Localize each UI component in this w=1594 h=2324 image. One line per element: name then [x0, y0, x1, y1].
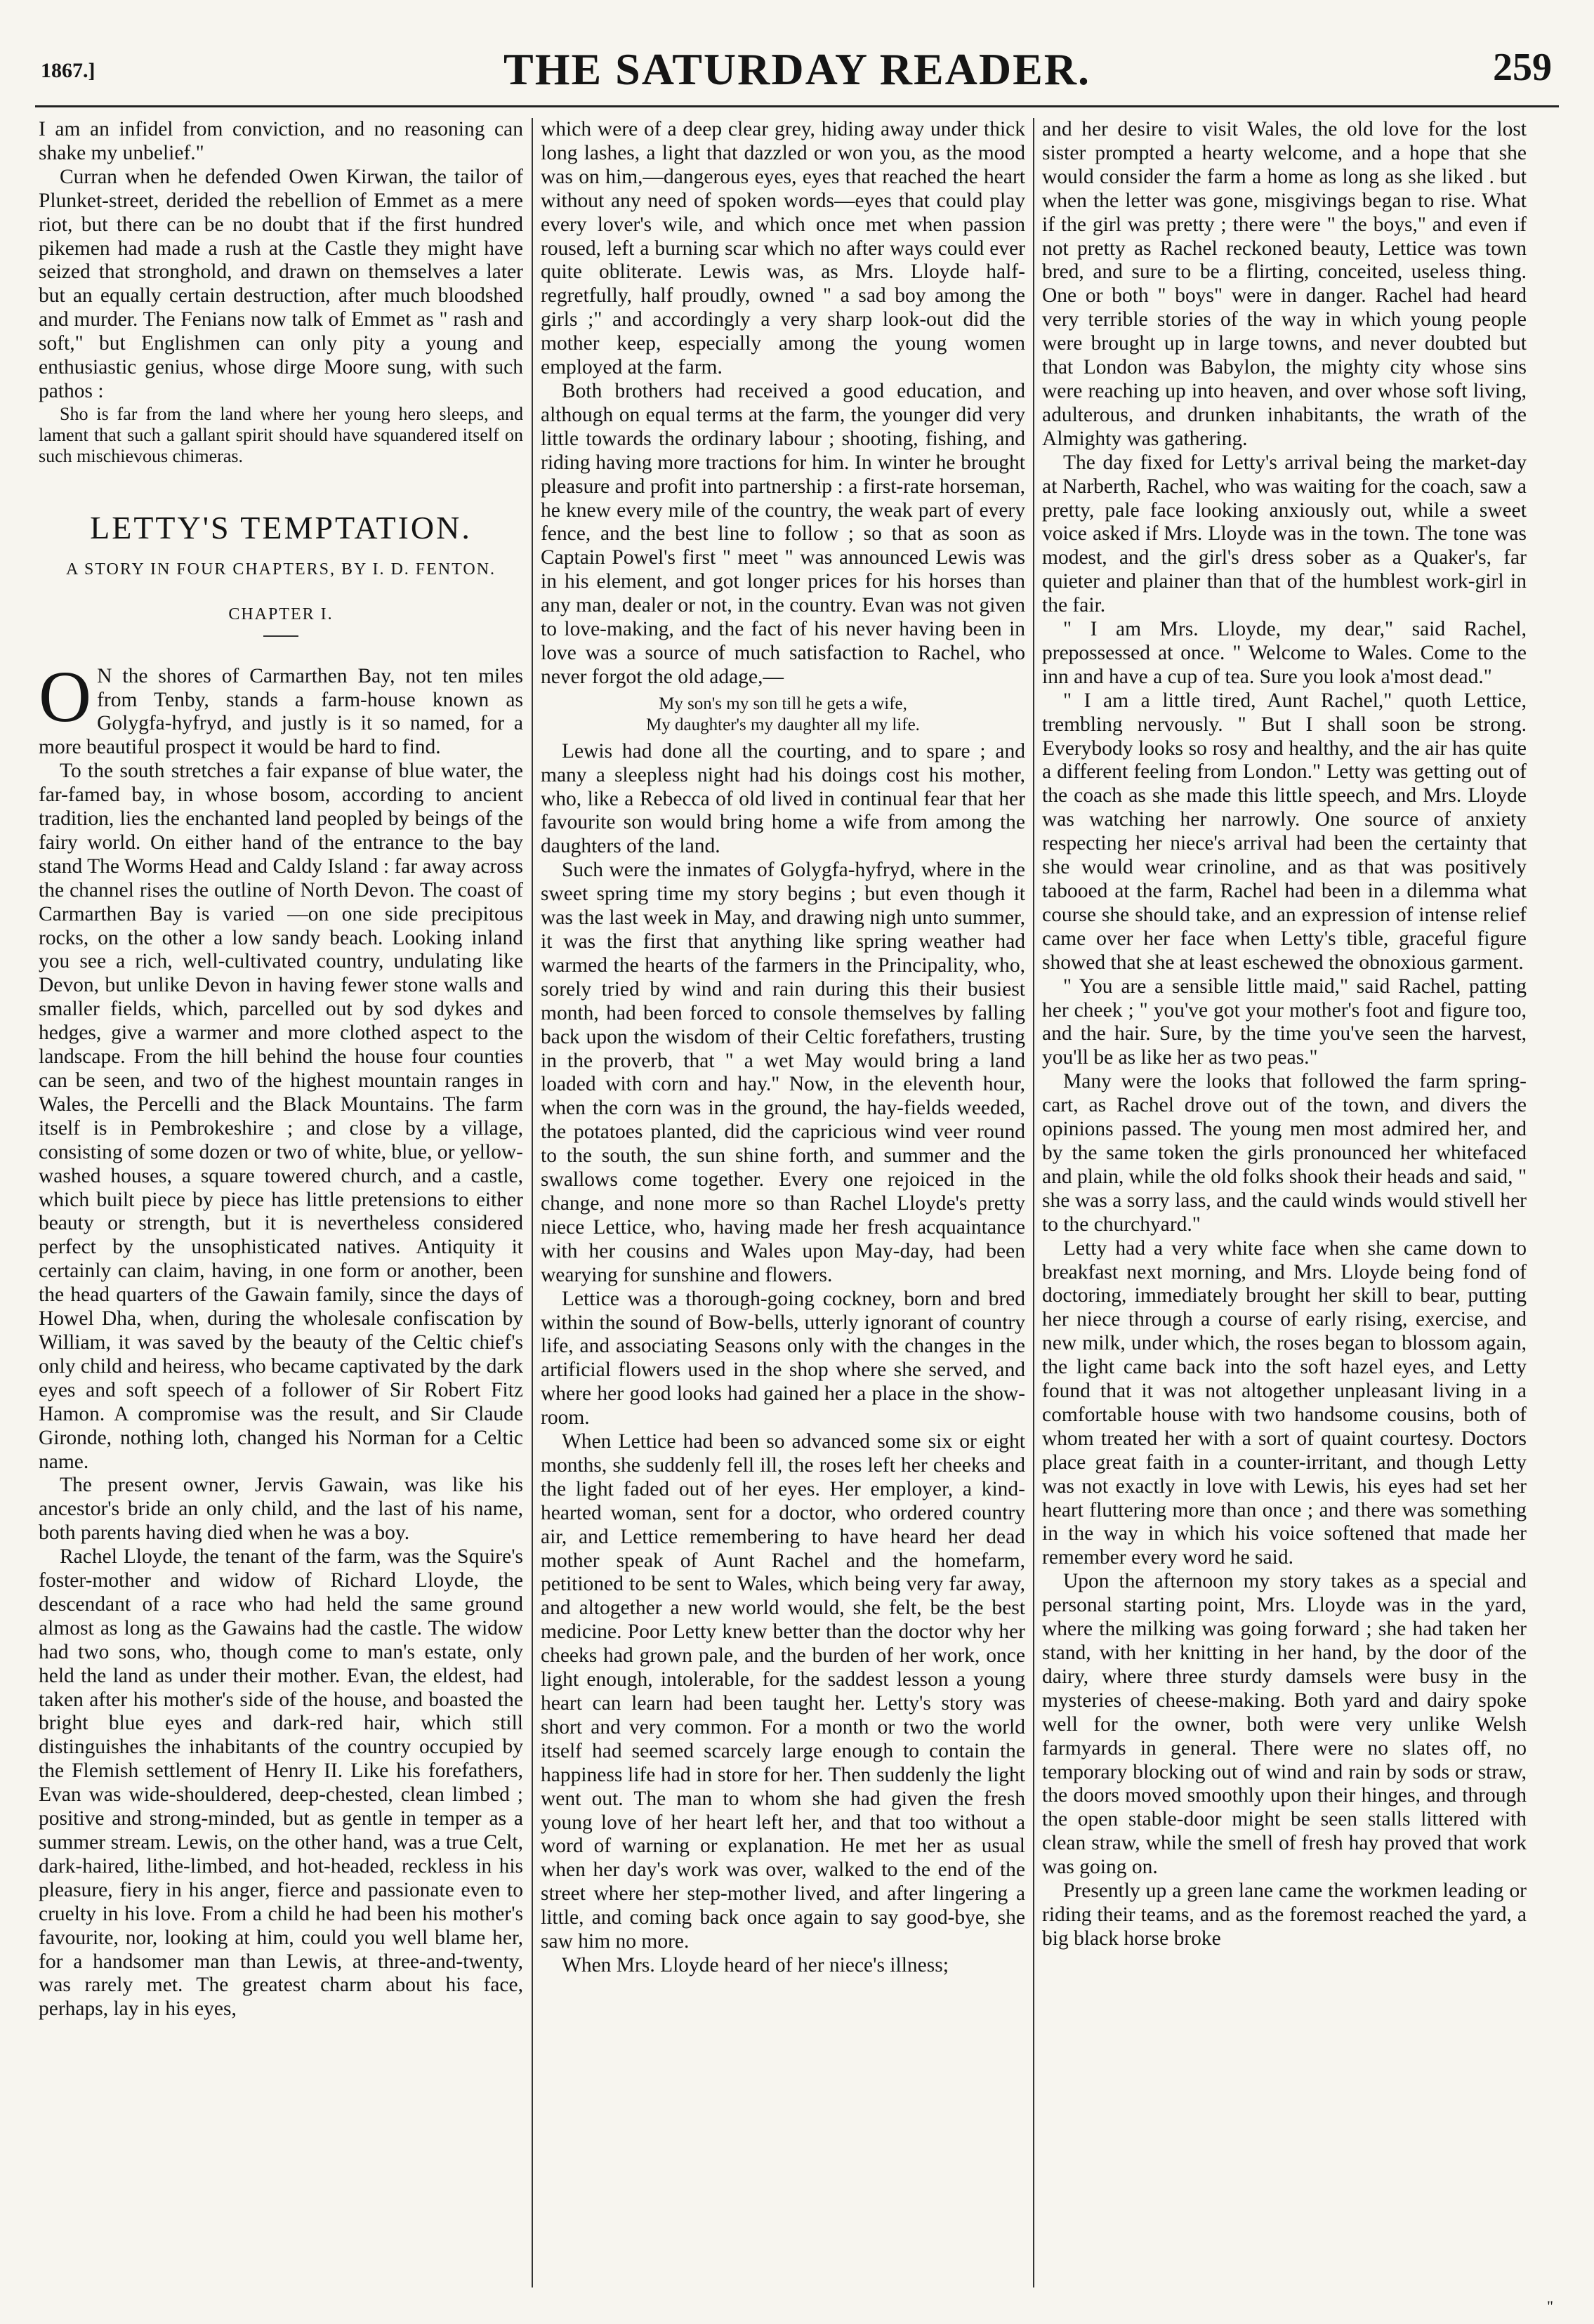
paragraph: and her desire to visit Wales, the old love for the lost sister prompted a hearty welcome, and a hope that she would consider the farm a home as long as she liked . but when the letter was gone, misgivings began to rise. What if the girl was pretty ; there were " the boys," and even if not pretty as Rachel reckoned beauty, Lettice was town bred, and sure to be a flirting, conceited, useless thing. One or both " boys" were in danger. Rachel had heard very terrible stories of the way in which young people were brought up in large towns, and never doubted but that London was Babylon, the mighty city whose sins were reaching up into heaven, and over whose soft living, adulterous, and drunken inhabitants, the wrath of the Almighty was gathering.	[1042, 118, 1527, 450]
verse	[541, 694, 1025, 736]
paragraph: The present owner, Jervis Gawain, was like his ancestor's bride an only child, and the last of his name, both parents having died when he was a boy.	[39, 1474, 523, 1545]
story-byline: A STORY IN FOUR CHAPTERS, BY I. D. FENTON.	[65, 560, 496, 579]
paragraph: Presently up a green lane came the workmen leading or riding their teams, and as the foremost reached the yard, a big black horse broke	[1042, 1880, 1527, 1950]
header-year: 1867.]	[41, 59, 95, 82]
verse-line: My son's my son till he gets a wife,	[659, 694, 907, 713]
opening-paragraph	[39, 656, 523, 760]
story-title: LETTY'S TEMPTATION.	[90, 509, 472, 546]
paragraph: I am an infidel from conviction, and no reasoning can shake my unbelief."	[39, 118, 523, 164]
paragraph: When Lettice had been so advanced some six or eight months, she suddenly fell ill, the roses left her cheeks and the light faded out of her eyes. Her employer, a kind-hearted woman, sent for a doctor, who ordered country air, and Lettice remembering to have heard her dead mother speak of Aunt Rachel and the homefarm, petitioned to be sent to Wales, which being very far away, and altogether a new world would, she felt, be the best medicine. Poor Letty knew better than the doctor why her cheeks had grown pale, and the burden of her work, once light enough, intolerable, for the saddest lesson a young heart can learn had been taught her. Letty's story was short and very common. For a month or two the world itself had seemed scarcely large enough to contain the happiness life had in store for her. Then suddenly the light went out. The man to whom she had given the fresh young love of her heart left her, and that too without a word of warning or explanation. He met her as usual when her day's work was over, walked to the end of the street where her step-mother lived, and after lingering a little, and coming back once again to say good-bye, she saw him no more.	[541, 1430, 1025, 1953]
paragraph: Upon the afternoon my story takes as a special and personal starting point, Mrs. Lloyde was in the yard, where the milking was going forward ; she had taken her stand, with her knitting in her hand, by the door of the dairy, where three sturdy damsels were busy in the mysteries of cheese-making. Both yard and dairy spoke well for the owner, both were very unlike Welsh farmyards in general. There were no slates off, no temporary blocking out of wind and rain by sods or straw, the doors moved smoothly upon their hinges, and through the open stable-door might be seen stalls littered with clean straw, while the smell of fresh hay proved that work was going on.	[1042, 1570, 1527, 1879]
paragraph: Letty had a very white face when she came down to breakfast next morning, and Mrs. Lloyde being fond of doctoring, immediately brought her skill to bear, putting her niece through a course of early rising, exercise, and new milk, under which, the roses began to blossom again, the light came back into the soft hazel eyes, and Letty found that it was not altogether unpleasant living in a comfortable house with two handsome cousins, both of whom treated her with a sort of quaint courtesy. Doctors place great faith in a counter-irritant, and though Letty was not exactly in love with Lewis, his eyes had set her heart fluttering more than once ; and there was something in the way in which his voice softened that made her remember every word he said.	[1042, 1236, 1527, 1569]
column-1	[39, 118, 523, 2287]
paragraph: The day fixed for Letty's arrival being the market-day at Narberth, Rachel, who was waiting for the coach, saw a pretty, pale face looking anxiously out, while a sweet voice asked if Mrs. Lloyde was in the town. The tone was modest, and the girl's dress sober as a Quaker's, far quieter and plainer than that of the humblest work-girl in the fair.	[1042, 451, 1527, 617]
paragraph: Such were the inmates of Golygfa-hyfryd, where in the sweet spring time my story begins ; but even though it was the last week in May, and drawing nigh unto summer, it was the first that anything like spring weather had warmed the hearts of the farmers in the Principality, who, sorely tried by wind and rain during this their busiest month, had been forced to console themselves by falling back upon the wisdom of their Celtic forefathers, trusting in the proverb, that " a wet May would bring a land loaded with corn and hay." Now, in the eleventh hour, when the corn was in the ground, the hay-fields weeded, the potatoes planted, did the capricious wind veer round to the south, the sun shine forth, and summer and the swallows come together. Every one rejoiced in the change, and none more so than Rachel Lloyde's pretty niece Lettice, who, having made her fresh acquaintance with her cousins and Wales upon May-day, had been wearying for sunshine and flowers.	[541, 859, 1025, 1286]
paragraph: Lettice was a thorough-going cockney, born and bred within the sound of Bow-bells, utterly ignorant of country life, and associating Seasons only with the changes in the artificial flowers used in the shop where she served, and where her good looks had gained her a place in the show-room.	[541, 1287, 1025, 1430]
quotation: Sho is far from the land where her young hero sleeps, and lament that such a gallant spirit should have squandered itself on such mischievous chimeras.	[39, 403, 523, 466]
header-rule	[35, 105, 1559, 107]
chapter-heading: CHAPTER I.	[228, 605, 334, 623]
paragraph: " I am a little tired, Aunt Rachel," quoth Lettice, trembling nervously. " But I shall soon be strong. Everybody looks so rosy and healthy, and the air has quite a different feeling from London." Letty was getting out of the coach as she made this little speech, and Mrs. Lloyde was watching her narrowly. One source of anxiety respecting her niece's arrival had been the certainty that she would wear crinoline, and as that was positively tabooed at the farm, Rachel had been in a dilemma what course she should take, and an expression of intense relief came over her face when Letty's tible, graceful figure showed that she at least eschewed the obnoxious garment.	[1042, 689, 1527, 974]
paragraph: Many were the looks that followed the farm spring-cart, as Rachel drove out of the town, and divers the opinions passed. The young men most admired her, and by the same token the girls pronounced her whitefaced and plain, while the old folks shook their heads and said, " she was a sorry lass, and the cauld winds would stivell her to the churchyard."	[1042, 1070, 1527, 1236]
paragraph: " I am Mrs. Lloyde, my dear," said Rachel, prepossessed at once. " Welcome to Wales. Come to the inn and have a cup of tea. Sure you look a'most dead."	[1042, 618, 1527, 688]
paragraph: Both brothers had received a good education, and although on equal terms at the farm, the younger did very little towards the ordinary labour ; shooting, fishing, and riding having more tractions for him. In winter he brought pleasure and profit into partnership : a first-rate horseman, he knew every mile of the country, the weak part of every fence, and the best line to follow ; so that as soon as Captain Powel's first " meet " was announced Lewis was in his element, and got longer prices for his horses than any man, dealer or not, in the country. Evan was not given to love-making, and the fact of his never having been in love was a source of much satisfaction to Rachel, who never forgot the old adage,—	[541, 379, 1025, 688]
paragraph: Curran when he defended Owen Kirwan, the tailor of Plunket-street, derided the rebellion of Emmet as a mere riot, but there can be no doubt that if the first hundred pikemen had made a rush at the Castle they might have seized that stronghold, and drawn on themselves a later but an equally certain destruction, after much bloodshed and murder. The Fenians now talk of Emmet as " rash and soft," but Englishmen can only pity a young and enthusiastic genius, whose dirge Moore sung, with such pathos :	[39, 165, 523, 402]
paragraph: To the south stretches a fair expanse of blue water, the far-famed bay, in whose bosom, according to ancient tradition, lies the enchanted land peopled by beings of the fairy world. On either hand of the entrance to the bay stand The Worms Head and Caldy Island : far away across the channel rises the outline of North Devon. The coast of Carmarthen Bay is varied —on one side precipitous rocks, on the other a low sandy beach. Looking inland you see a rich, well-cultivated country, undulating like Devon, but unlike Devon in having fewer stone walls and smaller fields, which, parcelled out by sod dykes and hedges, give a warmer and more clothed aspect to the landscape. From the hill behind the house four counties can be seen, and two of the highest mountain ranges in Wales, the Percelli and the Black Mountains. The farm itself is in Pembrokeshire ; and close by a village, consisting of some dozen or two of white, blue, or yellow-washed houses, a square towered church, and a castle, which built piece by piece has little pretensions to either beauty or strength, but it is nevertheless considered perfect by the unsophisticated natives. Antiquity it certainly can claim, having, in one form or another, been the head quarters of the Gawain family, since the days of Howel Dha, when, during the wholesale confiscation by William, it was saved by the beauty of the Celtic chief's only child and heiress, who became captivated by the dark eyes and soft speech of a follower of Sir Robert Fitz Hamon. A compromise was the result, and Sir Claude Gironde, nothing loth, changed his Norman for a Celtic name.	[39, 760, 523, 1473]
masthead-title: THE SATURDAY READER.	[503, 44, 1091, 94]
column-3	[1042, 118, 1527, 2287]
paragraph: Rachel Lloyde, the tenant of the farm, was the Squire's foster-mother and widow of Richard Lloyde, the descendant of a race who had held the same ground almost as long as the Gawains had the castle. The widow had two sons, who, though come to man's estate, only held the land as under their mother. Evan, the eldest, had taken after his mother's side of the house, and boasted the bright blue eyes and dark-red hair, which still distinguishes the inhabitants of the country occupied by the Flemish settlement of Henry II. Like his forefathers, Evan was wide-shouldered, deep-chested, clean limbed ; positive and strong-minded, but as gentle in temper as a summer stream. Lewis, on the other hand, was a true Celt, dark-haired, lithe-limbed, and hot-headed, reckless in his pleasure, fiery in his anger, fierce and passionate even to cruelty in his love. From a child he had been his mother's favourite, nor, looking at him, could you well blame her, for a handsomer man than Lewis, at three-and-twenty, was rarely met. The greatest charm about his face, perhaps, lay in his eyes,	[39, 1545, 523, 2021]
column-2	[541, 118, 1025, 2287]
column-divider	[532, 118, 533, 2287]
paragraph-text: N the shores of Carmarthen Bay, not ten miles from Tenby, stands a farm-house known as Golygfa-hyfryd, and justly is it so named, for a more beautiful prospect it would be hard to find.	[39, 664, 523, 759]
page-number: 259	[1493, 46, 1552, 89]
page-header	[35, 44, 1559, 100]
column-divider	[1033, 118, 1034, 2287]
paragraph: Lewis had done all the courting, and to spare ; and many a sleepless night had his doings cost his mother, who, like a Rebecca of old lived in continual fear that her favourite son would bring home a wife from among the daughters of the land.	[541, 739, 1025, 858]
drop-cap: O	[39, 656, 92, 737]
paragraph: " You are a sensible little maid," said Rachel, patting her cheek ; " you've got your mother's foot and figure too, and the hair. Sure, by the time you've seen the harvest, you'll be as like her as two peas."	[1042, 975, 1527, 1069]
paragraph: which were of a deep clear grey, hiding away under thick long lashes, a light that dazzled or won you, as the mood was on him,—dangerous eyes, eyes that reached the heart without any need of spoken words—eyes that could play every lover's wile, and which once met when passion roused, left a burning scar which no after ways could ever quite obliterate. Lewis was, as Mrs. Lloyde half-regretfully, half proudly, owned " a sad boy among the girls ;" and accordingly a very sharp look-out did the mother keep, especially among the young women employed at the farm.	[541, 118, 1025, 379]
verse-line: My daughter's my daughter all my life.	[646, 715, 920, 734]
footer-mark: "	[1547, 2297, 1553, 2315]
chapter-rule	[263, 635, 298, 637]
paragraph: When Mrs. Lloyde heard of her niece's illness;	[562, 1953, 949, 1976]
